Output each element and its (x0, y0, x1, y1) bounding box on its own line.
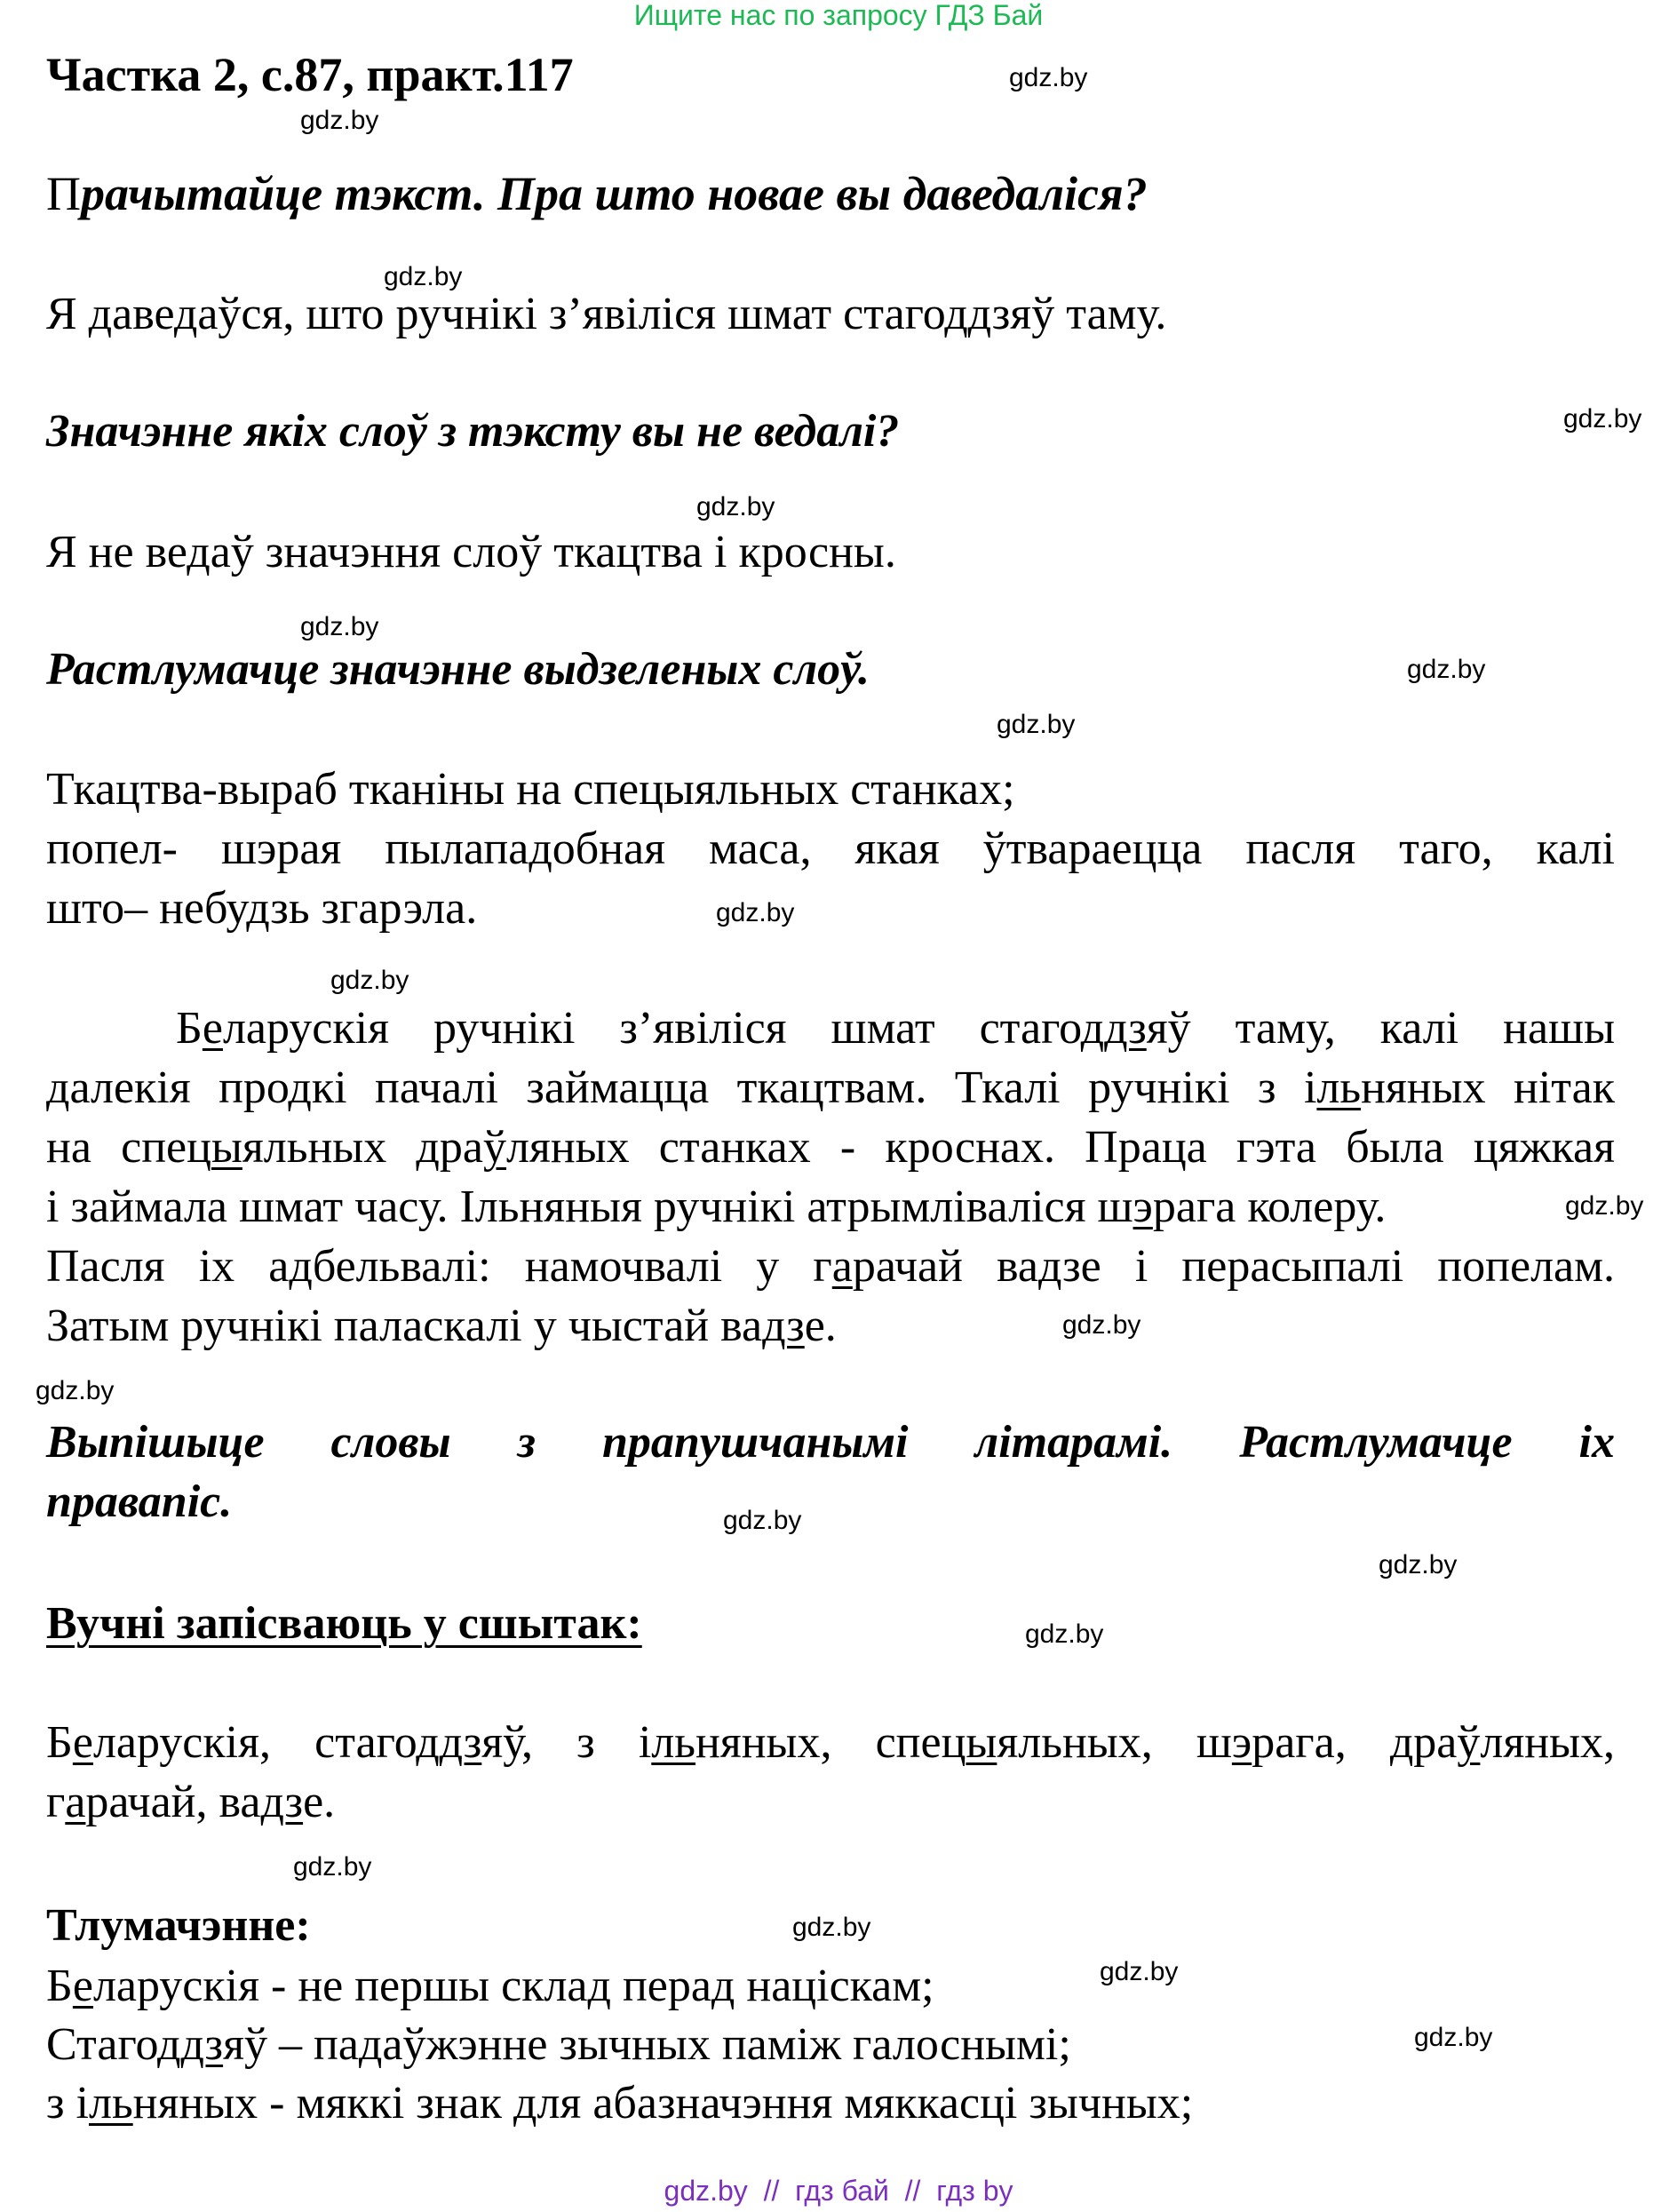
text-fragment: г (46, 1777, 66, 1827)
watermark: gdz.by (1563, 404, 1642, 434)
underlined-letter: ль (89, 2078, 133, 2128)
explanation-3 (46, 2075, 1193, 2132)
text-fragment: Пасля іх адбельвалі: намочвалі у г (46, 1241, 832, 1292)
underlined-letter: ль (1316, 1062, 1362, 1113)
watermark: gdz.by (1407, 655, 1486, 684)
text-fragment: яў, з і (481, 1717, 652, 1768)
watermark: gdz.by (1100, 1957, 1179, 1986)
words-line (46, 1772, 1615, 1832)
words-list (46, 1713, 1615, 1832)
watermark: gdz.by (1062, 1310, 1141, 1340)
watermark: gdz.by (716, 898, 795, 927)
text-fragment: ляных, (1480, 1717, 1616, 1768)
question-1 (46, 165, 1148, 222)
question-4 (46, 1412, 1615, 1532)
watermark: gdz.by (1379, 1550, 1458, 1579)
underlined-letter: е (202, 1003, 223, 1054)
text-fragment: яльных дра (242, 1122, 483, 1173)
underlined-letter: ддз (1080, 1003, 1147, 1054)
text-fragment: далекія продкі пачалі займацца ткацтвам. Ткалі ручнікі з і (46, 1062, 1317, 1113)
text-line (46, 1118, 1615, 1177)
watermark: gdz.by (1009, 63, 1088, 92)
underlined-letter: дз (260, 1777, 304, 1827)
watermark: gdz.by (293, 1852, 372, 1882)
underlined-letter: ы (211, 1122, 242, 1173)
answer-1: Я даведаўся, што ручнікі з’явіліся шмат стагоддзяў таму. (46, 289, 1167, 339)
text-fragment: рага, дра (1252, 1717, 1458, 1768)
text-fragment: яў таму, калі нашы (1146, 1003, 1616, 1054)
watermark: gdz.by (1565, 1191, 1644, 1221)
watermark: gdz.by (330, 966, 409, 995)
text-line (46, 999, 1615, 1058)
underlined-letter: дз (762, 1301, 805, 1351)
underlined-letter: ль (651, 1717, 695, 1768)
text-fragment: Б (176, 1003, 203, 1054)
text-fragment: з і (46, 2078, 89, 2128)
watermark: gdz.by (723, 1506, 802, 1535)
text-fragment: Стаго (46, 2019, 157, 2070)
main-text (46, 999, 1615, 1356)
text-line (46, 1177, 1615, 1237)
watermark: gdz.by (1025, 1619, 1104, 1649)
question-1-text: рачытайце тэкст. Пра што новае вы даведаліся? (81, 167, 1148, 220)
answer-2: Я не ведаў значэння слоў ткацтва і кросны. (46, 527, 896, 577)
text-line (46, 1237, 1615, 1296)
watermark: gdz.by (792, 1913, 871, 1942)
underlined-letter: е (72, 1717, 93, 1768)
underlined-letter: э (1231, 1717, 1252, 1768)
text-fragment: е. (303, 1777, 336, 1827)
question-4-line: правапіс. (46, 1476, 233, 1527)
text-fragment: няных - мяккі знак для абазначэння мяккасці зычных; (132, 2078, 1194, 2128)
watermark: gdz.by (36, 1376, 115, 1405)
text-line (46, 1058, 1615, 1118)
words-line (46, 1713, 1615, 1772)
page-title: Частка 2, с.87, практ.117 (46, 48, 574, 101)
text-fragment: рачай вадзе і перасыпалі попелам. (852, 1241, 1616, 1292)
question-4-line: Выпішыце словы з прапушчанымі літарамі. Растлумачце іх (46, 1417, 1615, 1468)
underlined-letter: ддз (416, 1717, 482, 1768)
question-3: Растлумачце значэнне выдзеленых слоў. (46, 644, 870, 695)
text-fragment: на спец (46, 1122, 211, 1173)
footer-links: gdz.by // гдз бай // гдз by (664, 2175, 1013, 2207)
text-fragment: яльных, ш (997, 1717, 1232, 1768)
top-banner: Ищите нас по запросу ГДЗ Бай (633, 0, 1044, 31)
text-fragment: Б (46, 1717, 73, 1768)
text-fragment: ляных станках - кроснах. Праца гэта была цяжкая (505, 1122, 1615, 1173)
text-line (46, 1296, 1615, 1356)
watermark: gdz.by (300, 612, 379, 641)
definition-ткацтва: Ткацтва-выраб тканіны на спецыяльных станках; (46, 764, 1015, 815)
text-fragment: рачай, ва (85, 1777, 261, 1827)
explanation-2 (46, 2017, 1071, 2073)
underlined-letter: е (72, 1961, 93, 2011)
definition-попел-cont: што– небудзь згарэла. (46, 883, 478, 934)
text-fragment: Б (46, 1961, 73, 2011)
text-fragment: Затым ручнікі паласкалі у чыстай ва (46, 1301, 763, 1351)
notebook-heading: Вучні запісваюць у сшытак: (46, 1598, 642, 1649)
explanation-heading: Тлумачэнне: (46, 1900, 311, 1951)
definition-попел: попел- шэрая пылападобная маса, якая ўтвараецца пасля таго, калі (46, 824, 1615, 874)
underlined-letter: э (1133, 1182, 1153, 1232)
watermark: gdz.by (997, 710, 1076, 739)
explanation-1 (46, 1958, 934, 2015)
underlined-letter: а (831, 1241, 853, 1292)
watermark: gdz.by (384, 262, 463, 291)
text-fragment: няных, спец (695, 1717, 966, 1768)
text-fragment: і займала шмат часу. Ільняныя ручнікі атрымліваліся ш (46, 1182, 1133, 1232)
text-fragment: ларускія - не першы склад перад націскам; (92, 1961, 934, 2011)
question-2: Значэнне якіх слоў з тэксту вы не ведалі? (46, 406, 900, 457)
text-fragment: е. (804, 1301, 837, 1351)
underlined-letter: ы (966, 1717, 997, 1768)
watermark: gdz.by (696, 492, 775, 521)
text-fragment: ларускія ручнікі з’явіліся шмат стаго (222, 1003, 1081, 1054)
text-fragment: няных нітак (1361, 1062, 1615, 1113)
text-fragment: ларускія, стаго (92, 1717, 417, 1768)
watermark: gdz.by (1414, 2023, 1493, 2052)
text-fragment: рага колеру. (1152, 1182, 1387, 1232)
underlined-letter: ддз (156, 2019, 224, 2070)
watermark: gdz.by (300, 106, 379, 135)
underlined-letter: а (65, 1777, 86, 1827)
underlined-letter: ў (482, 1122, 506, 1173)
underlined-letter: ў (1457, 1717, 1481, 1768)
text-fragment: яў – падаўжэнне зычных паміж галоснымі; (223, 2019, 1071, 2070)
question-1-first-letter: П (46, 167, 81, 220)
definitions (46, 760, 1615, 938)
